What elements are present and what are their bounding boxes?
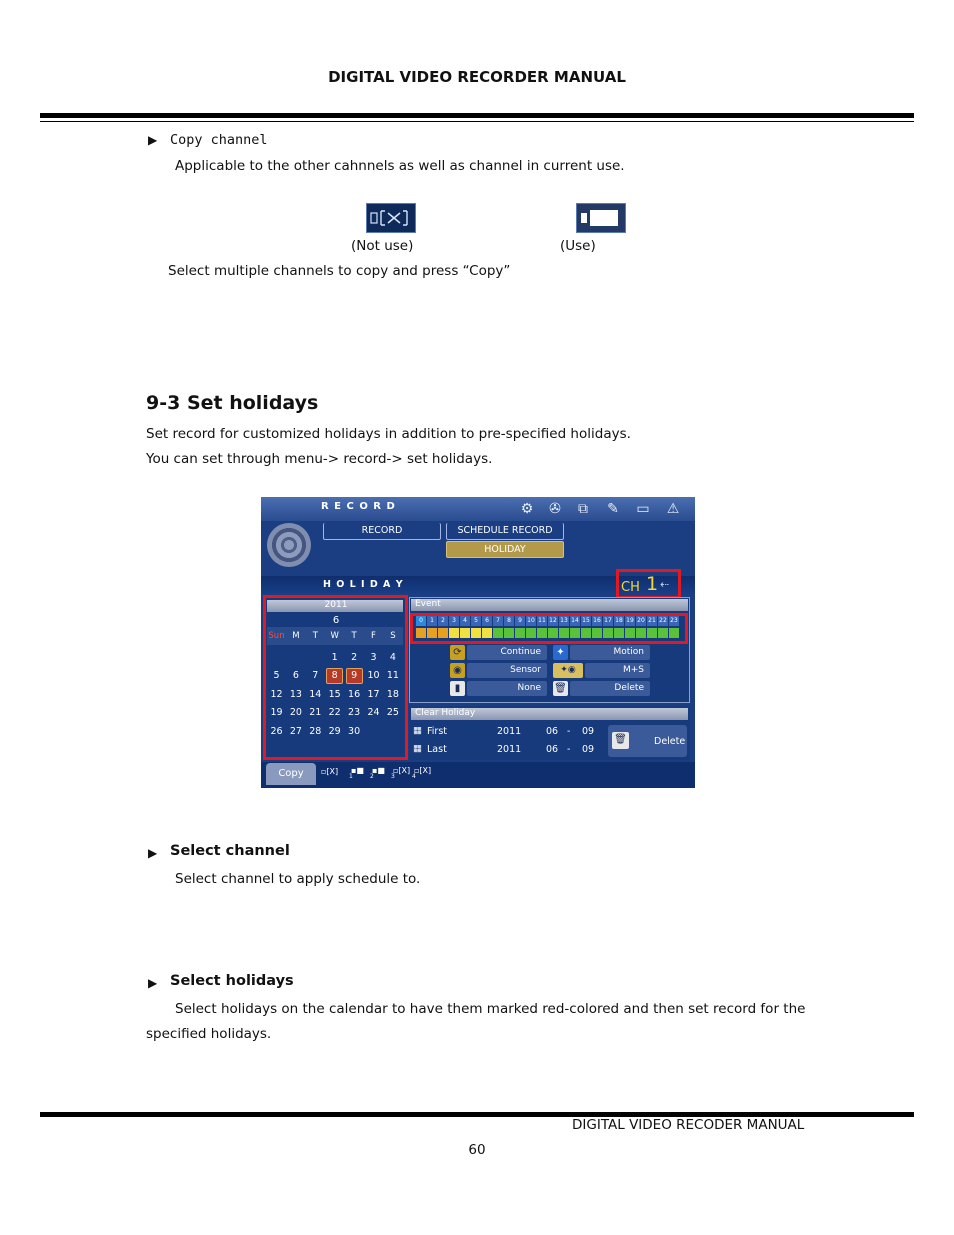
none-icon[interactable]: ▮ [450, 681, 465, 696]
calendar-day[interactable]: 20 [289, 707, 302, 719]
channel-not-use-icon[interactable]: ▫[X] [414, 766, 432, 775]
first-month[interactable]: 06 [546, 726, 559, 737]
clear-delete-label: Delete [654, 736, 686, 747]
weekday-label: M [292, 631, 300, 641]
hour-label: 19 [626, 617, 634, 624]
channel-not-use-icon [366, 203, 416, 233]
calendar-highlight [263, 595, 408, 760]
network-icon[interactable]: ⧉ [578, 501, 588, 517]
hour-label: 3 [449, 616, 459, 626]
calendar-day[interactable]: 26 [270, 725, 283, 737]
calendar-day[interactable]: 9 [346, 668, 363, 684]
section-heading: 9-3 Set holidays [146, 392, 319, 414]
calendar-day[interactable]: 8 [326, 668, 343, 684]
hour-label: 10 [527, 617, 535, 624]
tab-holiday[interactable]: HOLIDAY [446, 541, 564, 558]
hour-label: 22 [659, 617, 667, 624]
last-month[interactable]: 06 [546, 744, 559, 755]
weekday-label: W [330, 631, 339, 641]
trash-icon[interactable]: 🗑 [612, 732, 629, 749]
calendar-day[interactable]: 14 [309, 688, 322, 700]
hour-label: 7 [493, 616, 503, 626]
channel-number[interactable]: 1 [646, 573, 659, 595]
calendar-day[interactable]: 15 [328, 688, 341, 700]
calendar-day[interactable]: 25 [386, 707, 399, 719]
sensor-button[interactable]: Sensor [467, 663, 547, 678]
calendar-day[interactable]: 11 [386, 670, 399, 682]
channel-use-icon [576, 203, 626, 233]
first-year[interactable]: 2011 [497, 726, 522, 737]
hour-label: 2 [438, 616, 448, 626]
dvr-title: R E C O R D [321, 501, 396, 512]
header-rule-thick [40, 113, 914, 118]
calendar-day[interactable]: 2 [351, 652, 358, 663]
trash-icon[interactable]: 🗑 [554, 683, 567, 694]
hour-label: 14 [571, 617, 579, 624]
copy-icon-off: ▫[X] [321, 767, 339, 776]
calendar-day[interactable]: 17 [367, 688, 380, 700]
first-grid-icon: ▦ [413, 725, 422, 736]
calendar-day[interactable]: 3 [370, 652, 377, 663]
timeline-highlight [410, 613, 688, 644]
copy-channel-title: Copy channel [170, 132, 268, 148]
copy-channel-row [351, 765, 441, 785]
section-line2: You can set through menu-> record-> set holidays. [146, 451, 493, 467]
event-label: Event [415, 599, 441, 609]
select-channel-title: Select channel [170, 843, 290, 859]
calendar-day[interactable]: 10 [367, 670, 380, 682]
hour-label: 15 [582, 617, 590, 624]
calendar-day[interactable]: 22 [328, 707, 341, 719]
calendar-day[interactable]: 21 [309, 707, 322, 719]
calendar-day[interactable]: 30 [348, 725, 361, 737]
channel-number-label: 4 [412, 773, 416, 780]
motion-icon[interactable]: ✦ [553, 645, 568, 660]
gear-icon[interactable]: ⚙ [520, 501, 534, 517]
tab-record[interactable]: RECORD [323, 523, 441, 540]
clear-holiday-title: Clear Holiday [415, 708, 476, 718]
monitor-icon[interactable]: ▭ [636, 501, 650, 517]
weekday-label: F [371, 631, 376, 641]
calendar-year: 2011 [324, 600, 348, 610]
footer-title: DIGITAL VIDEO RECODER MANUAL [572, 1117, 805, 1133]
motion-button[interactable]: Motion [570, 645, 650, 660]
hour-label: 12 [549, 617, 557, 624]
weekday-label: Sun [268, 631, 285, 641]
channel-number-label: 1 [349, 773, 353, 780]
channel-use-icon[interactable]: ▪■ [351, 766, 364, 775]
hour-label: 13 [560, 617, 568, 624]
channel-number-label: 2 [370, 773, 374, 780]
select-channel-desc: Select channel to apply schedule to. [175, 871, 421, 887]
calendar-month: 6 [332, 615, 340, 626]
channel-arrow-icon[interactable]: ⇠ [660, 578, 670, 591]
tab-schedule-record[interactable]: SCHEDULE RECORD [446, 523, 564, 540]
calendar-day[interactable]: 24 [367, 707, 380, 719]
hour-label: 21 [648, 617, 656, 624]
alarm-icon[interactable]: ⚠ [666, 501, 680, 517]
not-use-label: (Not use) [351, 238, 414, 254]
film-reel-logo-icon [267, 523, 311, 567]
bullet-icon: ▶ [148, 976, 158, 990]
header-rule-thin [40, 121, 914, 122]
channel-number-label: 3 [391, 773, 395, 780]
calendar-day[interactable]: 6 [292, 670, 299, 682]
first-label: First [427, 726, 447, 737]
pencil-icon[interactable]: ✎ [607, 501, 619, 517]
event-header-bar [411, 599, 688, 611]
sensor-icon[interactable]: ◉ [450, 663, 465, 678]
hour-label: 8 [504, 616, 514, 626]
calendar-day[interactable]: 7 [312, 670, 319, 682]
calendar-day[interactable]: 27 [289, 725, 302, 737]
last-day[interactable]: 09 [582, 744, 595, 755]
delete-mode-button[interactable]: Delete [570, 681, 650, 696]
hour-label: 17 [604, 617, 612, 624]
hour-label: 16 [593, 617, 601, 624]
none-button[interactable]: None [467, 681, 547, 696]
calendar-day[interactable]: 18 [386, 688, 399, 700]
hour-label: 4 [460, 616, 470, 626]
channel-not-use-icon[interactable]: ▫[X] [393, 766, 411, 775]
holiday-title: H O L I D A Y [323, 579, 404, 590]
calendar-day[interactable]: 16 [348, 688, 361, 700]
copy-instruction: Select multiple channels to copy and press “Copy” [168, 263, 511, 279]
page-number: 60 [468, 1142, 486, 1158]
continue-icon[interactable]: ⟳ [450, 645, 465, 660]
weekday-label: S [390, 631, 396, 641]
continue-button[interactable]: Continue [467, 645, 547, 660]
calendar-day[interactable]: 19 [270, 707, 283, 719]
motion-sensor-icon[interactable]: ✦◉ [553, 663, 583, 678]
page-header-title: DIGITAL VIDEO RECORDER MANUAL [328, 68, 626, 86]
calendar-day[interactable]: 5 [273, 670, 280, 682]
channel-label: CH [621, 580, 640, 595]
channel-use-icon[interactable]: ▪■ [372, 766, 385, 775]
hour-label: 9 [515, 616, 525, 626]
bullet-icon: ▶ [148, 133, 158, 147]
select-holidays-desc1: Select holidays on the calendar to have them marked red-colored and then set record for the [175, 1001, 806, 1017]
first-day[interactable]: 09 [582, 726, 595, 737]
last-dash: - [567, 744, 571, 755]
weekday-label: T [351, 631, 357, 641]
calendar-day[interactable]: 1 [331, 652, 338, 663]
dvr-holiday-screen [261, 497, 695, 788]
select-holidays-desc2: specified holidays. [146, 1026, 272, 1042]
copy-button-label: Copy [278, 768, 304, 779]
last-year[interactable]: 2011 [497, 744, 522, 755]
film-reel-icon[interactable]: ✇ [549, 501, 561, 517]
hour-label: 18 [615, 617, 623, 624]
weekday-label: T [312, 631, 318, 641]
select-holidays-title: Select holidays [170, 973, 294, 989]
hour-label: 0 [416, 616, 426, 626]
calendar-day[interactable]: 29 [328, 725, 341, 737]
last-label: Last [427, 744, 447, 755]
bullet-icon: ▶ [148, 846, 158, 860]
calendar-day[interactable]: 12 [270, 688, 283, 700]
calendar-day[interactable]: 4 [389, 652, 396, 663]
hour-label: 23 [670, 617, 678, 624]
last-grid-icon: ▦ [413, 743, 422, 754]
ms-button[interactable]: M+S [585, 663, 650, 678]
hour-label: 11 [538, 617, 546, 624]
hour-label: 20 [637, 617, 645, 624]
hour-label: 1 [427, 616, 437, 626]
hour-label: 5 [471, 616, 481, 626]
calendar-day[interactable]: 28 [309, 725, 322, 737]
hour-label: 6 [482, 616, 492, 626]
section-line1: Set record for customized holidays in addition to pre-specified holidays. [146, 426, 631, 442]
calendar-day[interactable]: 23 [348, 707, 361, 719]
use-label: (Use) [560, 238, 596, 254]
copy-channel-desc: Applicable to the other cahnnels as well as channel in current use. [175, 158, 625, 174]
first-dash: - [567, 726, 571, 737]
calendar-day[interactable]: 13 [289, 688, 302, 700]
